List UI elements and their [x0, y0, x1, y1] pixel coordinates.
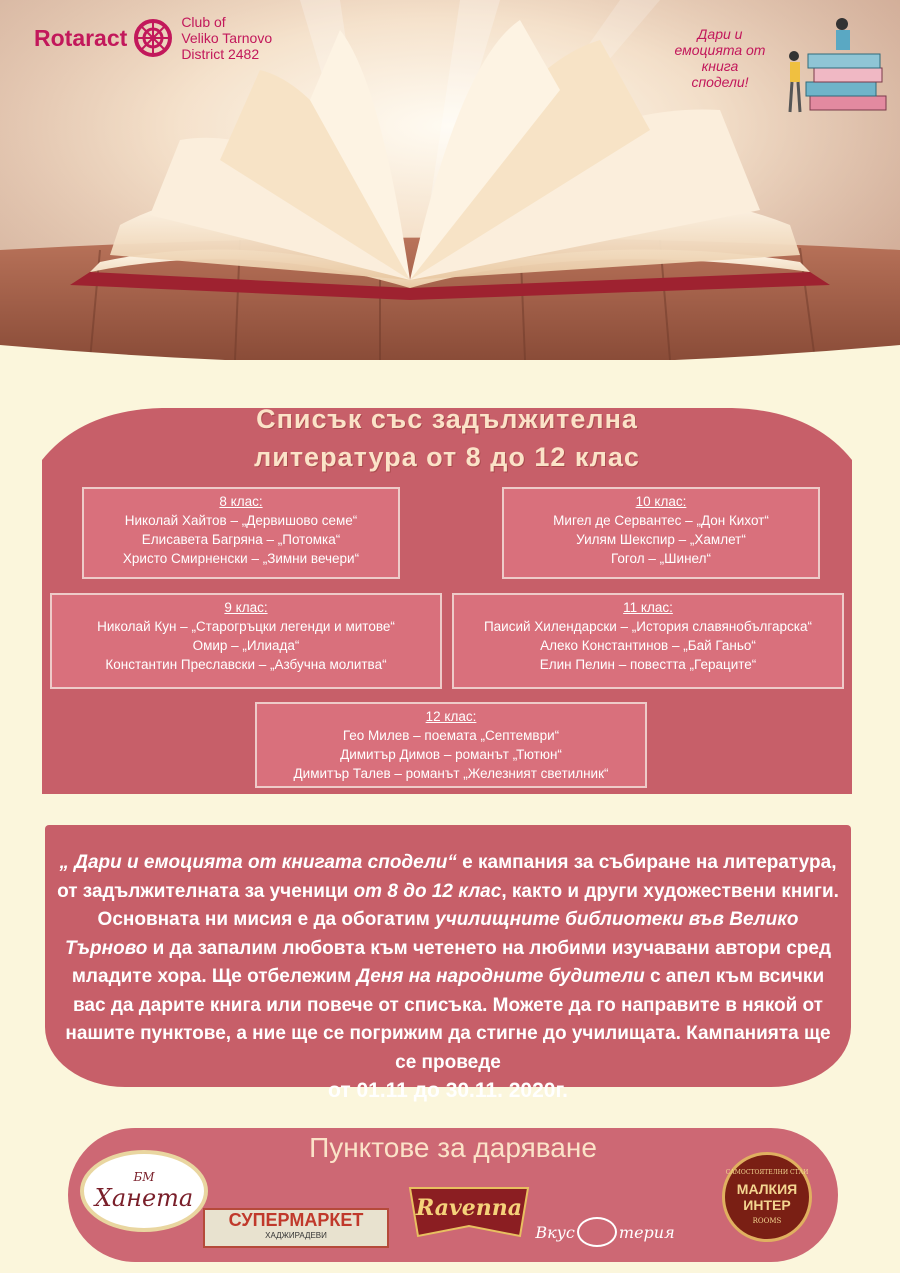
description-text — [55, 849, 841, 1107]
desc-emphasis: училищните библиотеки във Велико Търново — [64, 909, 799, 959]
grade-8-box — [82, 487, 400, 579]
plate-icon — [577, 1217, 617, 1247]
hanneta-wordmark: Ханета — [94, 1184, 194, 1212]
malkia-wordmark: ИНТЕР — [743, 1197, 791, 1213]
book-entry: Омир – „Илиада“ — [192, 638, 300, 653]
book-entry: Николай Хайтов – „Дервишово семе“ — [124, 513, 358, 528]
book-entry: Мигел де Сервантес – „Дон Кихот“ — [553, 513, 769, 528]
grade-label: 10 клас: — [635, 494, 687, 509]
slogan-line: книга — [701, 58, 739, 74]
campaign-name: „ Дари и емоцията от книгата сподели“ — [59, 852, 457, 873]
vkusoteria-part: Вкус — [535, 1222, 575, 1242]
grade-label: 11 клас: — [623, 600, 673, 615]
book-entry: Алеко Константинов – „Бай Ганьо“ — [540, 638, 756, 653]
vkusoteria-part: терия — [618, 1222, 675, 1242]
supermarket-wordmark: СУПЕРМАРКЕТ — [228, 1210, 364, 1230]
desc-part: , както и други художествени книги. Основната ни мисия е да обогатим — [97, 880, 839, 930]
book-entry: Христо Смирненски – „Зимни вечери“ — [122, 551, 360, 566]
list-title-line: Списък със задължителна — [256, 404, 638, 434]
book-entry: Гогол – „Шинел“ — [611, 551, 711, 566]
campaign-dates: от 01.11 до 30.11. 2020г. — [328, 1079, 568, 1102]
list-title — [42, 400, 852, 476]
book-entry: Константин Преславски – „Азбучна молитва“ — [105, 657, 387, 672]
desc-part: с апел към всички вас да дарите книга или повече от списъка. Можете да го направите в някой от нашите пунктове, а ние ще се погрижим да стигне до училищата. Кампанията ще се проведе — [65, 966, 831, 1073]
desc-part: и да запалим любовта към четенето на любими изучавани автори сред младите хора. Ще отбележим — [71, 937, 832, 987]
desc-emphasis: Деня на народните будители — [356, 966, 645, 987]
grade-11-box — [452, 593, 844, 689]
club-line: Club of — [181, 14, 226, 30]
grade-label: 8 клас: — [219, 494, 263, 509]
book-entry: Димитър Димов – романът „Тютюн“ — [340, 747, 562, 762]
hanneta-monogram: БМ — [133, 1170, 155, 1184]
slogan-line: сподели! — [691, 74, 749, 90]
rotaract-logo — [34, 14, 272, 62]
hanneta-logo — [80, 1150, 208, 1232]
book-entry: Уилям Шекспир – „Хамлет“ — [576, 532, 746, 547]
grade-label: 9 клас: — [224, 600, 268, 615]
club-district: District 2482 — [181, 46, 260, 62]
grade-12-box — [255, 702, 647, 788]
book-stack-illustration — [780, 8, 890, 118]
slogan-line: емоцията от — [674, 42, 766, 58]
book-entry: Паисий Хилендарски – „История славянобългарска“ — [483, 619, 813, 634]
malkia-top-text: САМОСТОЯТЕЛНИ СТАИ — [725, 1169, 809, 1176]
supermarket-logo — [203, 1208, 389, 1248]
malkia-wordmark: МАЛКИЯ — [736, 1181, 798, 1197]
supermarket-subtitle: ХАДЖИРАДЕВИ — [265, 1231, 327, 1240]
desc-part: е кампания за събиране на литература, от задължителната за ученици — [57, 852, 837, 902]
malkia-bottom-text: ROOMS — [752, 1217, 782, 1225]
grade-10-box — [502, 487, 820, 579]
ravenna-logo — [400, 1178, 538, 1238]
book-entry: Гео Милев – поемата „Септември“ — [342, 728, 560, 743]
club-info — [181, 14, 272, 62]
desc-emphasis: от 8 до 12 клас — [353, 880, 502, 902]
list-title-line: литература от 8 до 12 клас — [254, 442, 640, 472]
logo-wordmark: Rotaract — [34, 24, 128, 51]
book-entry: Елин Пелин – повестта „Гераците“ — [539, 657, 757, 672]
sponsors-title: Пунктове за даряване — [309, 1132, 597, 1163]
vkusoteria-logo — [525, 1210, 685, 1254]
ravenna-wordmark: Ravenna — [415, 1195, 523, 1221]
club-city: Veliko Tarnovo — [181, 30, 273, 46]
book-entry: Димитър Талев – романът „Железният светилник“ — [293, 766, 609, 781]
campaign-slogan — [660, 26, 780, 90]
book-entry: Елисавета Багряна – „Потомка“ — [141, 532, 341, 547]
grade-label: 12 клас: — [425, 709, 477, 724]
rotary-wheel-icon — [133, 18, 173, 58]
book-entry: Николай Кун – „Старогръцки легенди и митове“ — [97, 619, 395, 634]
grade-9-box — [50, 593, 442, 689]
slogan-line: Дари и — [697, 26, 743, 42]
malkia-inter-logo — [722, 1152, 812, 1242]
